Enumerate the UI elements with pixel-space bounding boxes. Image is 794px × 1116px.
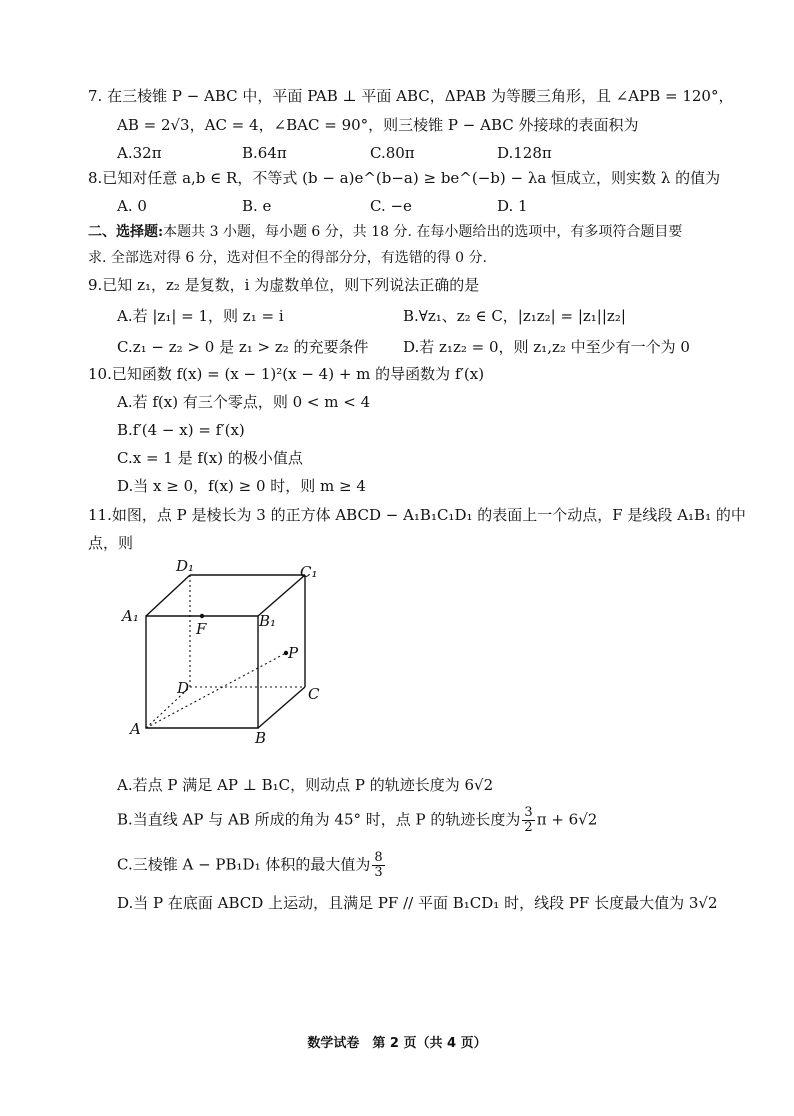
label-p: P — [288, 644, 299, 662]
q11-option-b-text: B.当直线 AP 与 AB 所成的角为 45° 时，点 P 的轨迹长度为 — [117, 810, 521, 829]
dashed-segment-a-p — [146, 653, 286, 728]
edge-b1-c1 — [258, 575, 305, 616]
section2-line1 — [88, 222, 682, 242]
q10-option-d: D.当 x ≥ 0，f(x) ≥ 0 时，则 m ≥ 4 — [117, 477, 366, 495]
q9-option-b: B.∀z₁、z₂ ∈ C，|z₁z₂| = |z₁||z₂| — [403, 307, 626, 325]
q11-option-c-text: C.三棱锥 A − PB₁D₁ 体积的最大值为 — [117, 855, 371, 874]
label-f: F — [196, 620, 207, 638]
q11-option-a: A.若点 P 满足 AP ⊥ B₁C，则动点 P 的轨迹长度为 6√2 — [117, 776, 494, 794]
q11-option-c — [117, 851, 387, 880]
label-b1: B₁ — [259, 612, 277, 630]
q10-option-b: B.f′(4 − x) = f′(x) — [117, 421, 245, 439]
q11-option-b — [117, 806, 597, 835]
q8-option-d: D. 1 — [497, 197, 528, 215]
q11-line2: 点，则 — [88, 534, 134, 552]
label-a1: A₁ — [122, 607, 139, 625]
q8-option-a: A. 0 — [117, 197, 147, 215]
q11-option-b-tail: π + 6√2 — [536, 810, 598, 829]
q7-line2: AB = 2√3，AC = 4，∠BAC = 90°，则三棱锥 P − ABC 外接球的表面积为 — [117, 116, 639, 134]
q7-option-b: B.64π — [242, 144, 287, 162]
page-footer: 数学试卷 第 2 页（共 4 页） — [307, 1036, 487, 1051]
fraction-denominator: 2 — [524, 820, 533, 835]
section2-line1-rest: 本题共 3 小题，每小题 6 分，共 18 分. 在每小题给出的选项中，有多项符合题目要 — [163, 224, 683, 240]
section2-line2: 求. 全部选对得 6 分，选对但不全的得部分分，有选错的得 0 分. — [88, 250, 487, 266]
fraction-denominator: 3 — [374, 865, 383, 880]
cube-figure — [118, 555, 338, 745]
label-a: A — [130, 720, 141, 738]
q9-line1: 9.已知 z₁，z₂ 是复数，i 为虚数单位，则下列说法正确的是 — [88, 276, 480, 294]
label-c1: C₁ — [300, 563, 318, 581]
q9-option-a: A.若 |z₁| = 1，则 z₁ = i — [117, 307, 284, 325]
q11-option-d: D.当 P 在底面 ABCD 上运动，且满足 PF // 平面 B₁CD₁ 时，线段 PF 长度最大值为 3√2 — [117, 894, 718, 912]
point-f — [200, 614, 204, 618]
q7-option-a: A.32π — [117, 144, 162, 162]
q11-option-b-fraction — [522, 806, 534, 835]
label-b: B — [255, 729, 267, 745]
q7-option-c: C.80π — [370, 144, 415, 162]
q10-line1: 10.已知函数 f(x) = (x − 1)²(x − 4) + m 的导函数为 f′(x) — [88, 365, 485, 383]
q7-line1: 7. 在三棱锥 P − ABC 中，平面 PAB ⊥ 平面 ABC，ΔPAB 为等腰三角形，且 ∠APB = 120°， — [88, 87, 734, 105]
q11-line1: 11.如图，点 P 是棱长为 3 的正方体 ABCD − A₁B₁C₁D₁ 的表面上一个动点，F 是线段 A₁B₁ 的中 — [88, 506, 746, 524]
label-d1: D₁ — [176, 557, 195, 575]
q10-option-a: A.若 f(x) 有三个零点，则 0 < m < 4 — [117, 393, 371, 411]
q8-option-c: C. −e — [370, 197, 412, 215]
q8-option-b: B. e — [242, 197, 272, 215]
label-c: C — [308, 685, 320, 703]
q9-option-c: C.z₁ − z₂ > 0 是 z₁ > z₂ 的充要条件 — [117, 338, 369, 356]
edge-a1-d1 — [146, 575, 190, 616]
q10-option-c: C.x = 1 是 f(x) 的极小值点 — [117, 449, 303, 467]
fraction-numerator: 8 — [374, 850, 383, 865]
q7-option-d: D.128π — [497, 144, 552, 162]
q8-line1: 8.已知对任意 a,b ∈ R，不等式 (b − a)e^(b−a) ≥ be^(−b) − λa 恒成立，则实数 λ 的值为 — [88, 169, 721, 187]
fraction-numerator: 3 — [524, 805, 533, 820]
edge-b-c — [258, 687, 305, 728]
q11-option-c-fraction — [372, 851, 384, 880]
label-d: D — [177, 679, 190, 697]
section2-heading: 二、选择题: — [88, 224, 164, 240]
q9-option-d: D.若 z₁z₂ = 0，则 z₁,z₂ 中至少有一个为 0 — [403, 338, 690, 356]
